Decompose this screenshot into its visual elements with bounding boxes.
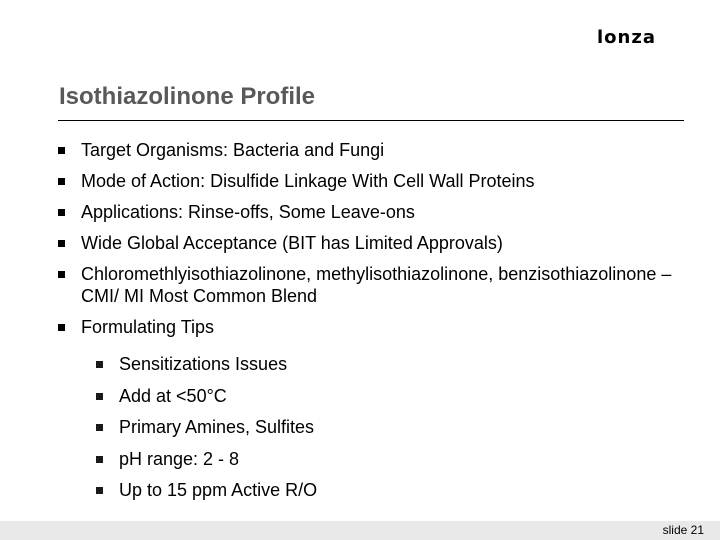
sub-bullet-text: Up to 15 ppm Active R/O	[119, 480, 318, 500]
square-bullet-icon	[96, 487, 103, 494]
square-bullet-icon	[96, 424, 103, 431]
sub-bullet-item	[96, 448, 656, 470]
square-bullet-icon	[96, 393, 103, 400]
sub-bullet-item	[96, 353, 656, 375]
bullet-list	[58, 139, 698, 347]
bullet-item	[58, 139, 698, 161]
slide-number: slide 21	[662, 523, 704, 537]
slide-title: Isothiazolinone Profile	[59, 83, 316, 110]
square-bullet-icon	[96, 361, 103, 368]
square-bullet-icon	[58, 324, 65, 331]
sub-bullet-text: Primary Amines, Sulfites	[119, 417, 315, 437]
bullet-text: Applications: Rinse-offs, Some Leave-ons	[81, 202, 415, 222]
bullet-text: Target Organisms: Bacteria and Fungi	[81, 140, 385, 160]
sub-bullet-text: Sensitizations Issues	[119, 354, 288, 374]
bullet-item	[58, 316, 698, 338]
bullet-text: Mode of Action: Disulfide Linkage With Cell Wall Proteins	[81, 171, 535, 191]
square-bullet-icon	[58, 147, 65, 154]
bullet-item	[58, 170, 698, 192]
sub-bullet-text: Add at <50°C	[119, 385, 227, 406]
bullet-item	[58, 232, 698, 254]
bullet-text: Chloromethlyisothiazolinone, methylisothiazolinone, benzisothiazolinone – CMI/ MI Most Common Blend	[81, 264, 672, 306]
square-bullet-icon	[58, 240, 65, 247]
sub-bullet-item	[96, 385, 656, 407]
bullet-item	[58, 263, 698, 307]
sub-bullet-item	[96, 416, 656, 438]
square-bullet-icon	[96, 456, 103, 463]
bullet-text: Formulating Tips	[81, 317, 215, 337]
square-bullet-icon	[58, 271, 65, 278]
title-divider	[58, 120, 684, 121]
sub-bullet-text: pH range: 2 - 8	[119, 448, 240, 469]
sub-bullet-item	[96, 479, 656, 501]
square-bullet-icon	[58, 209, 65, 216]
square-bullet-icon	[58, 178, 65, 185]
bullet-item	[58, 201, 698, 223]
bullet-text: Wide Global Acceptance (BIT has Limited Approvals)	[81, 233, 503, 253]
lonza-logo: lonza	[597, 27, 656, 48]
footer-bar	[0, 521, 720, 540]
sub-bullet-list	[96, 353, 656, 511]
